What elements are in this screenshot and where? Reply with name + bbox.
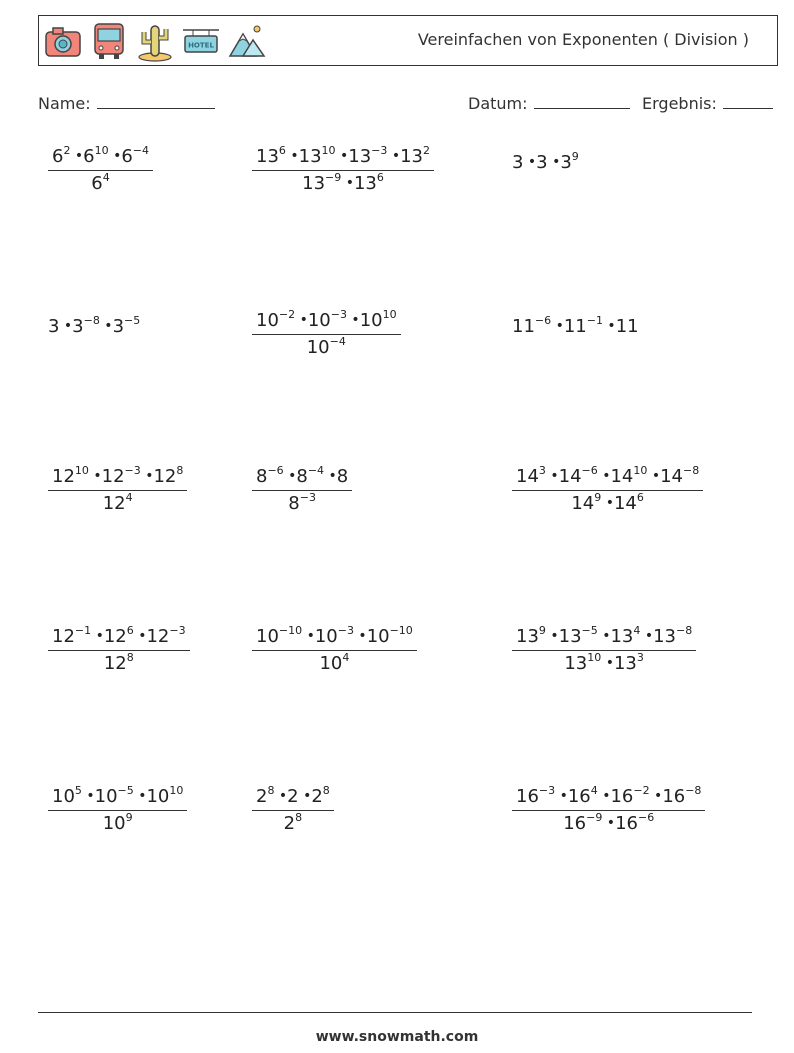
term-base: 16 — [615, 813, 638, 834]
term-base: 8 — [256, 466, 268, 487]
term-base: 16 — [567, 786, 591, 807]
date-blank[interactable] — [534, 94, 630, 109]
term-base: 3 — [560, 152, 572, 173]
power-term — [82, 786, 134, 807]
power-term — [109, 146, 149, 167]
term-exponent: −4 — [329, 335, 346, 348]
power-term — [598, 466, 648, 487]
term-exponent: −5 — [124, 314, 141, 327]
term-exponent: 3 — [636, 651, 644, 664]
power-term — [70, 146, 108, 167]
term-exponent: 3 — [538, 464, 546, 477]
fraction — [512, 466, 703, 514]
numerator — [512, 786, 705, 811]
problem-9 — [512, 466, 703, 514]
header-icons — [43, 20, 267, 62]
power-term — [324, 466, 348, 487]
date-label: Datum: — [468, 94, 528, 113]
power-term — [601, 653, 644, 674]
power-term — [512, 316, 551, 337]
term-base: 12 — [103, 626, 127, 647]
term-base: 12 — [102, 493, 126, 514]
fraction — [252, 310, 401, 358]
denominator — [252, 491, 352, 514]
power-term — [91, 173, 109, 194]
term-exponent: −3 — [124, 464, 141, 477]
power-term — [516, 786, 555, 807]
mountain-icon — [227, 20, 267, 62]
footer-divider — [38, 1012, 752, 1013]
power-term — [284, 466, 324, 487]
term-base: 14 — [571, 493, 595, 514]
name-field[interactable] — [38, 94, 215, 113]
power-term — [299, 786, 330, 807]
numerator — [512, 626, 696, 651]
power-term — [286, 146, 336, 167]
power-term — [295, 310, 347, 331]
term-exponent: 10 — [633, 464, 648, 477]
problem-11 — [252, 626, 417, 674]
term-base: 10 — [102, 813, 126, 834]
term-exponent: −8 — [83, 314, 100, 327]
term-base: 11 — [512, 316, 535, 337]
term-base: 10 — [94, 786, 118, 807]
hotel-sign-icon — [181, 20, 221, 62]
problem-12 — [512, 626, 696, 674]
term-base: 3 — [536, 152, 548, 173]
term-base: 2 — [283, 813, 296, 834]
term-base: 14 — [610, 466, 634, 487]
term-base: 10 — [319, 653, 343, 674]
term-exponent: 6 — [126, 624, 134, 637]
term-base: 2 — [287, 786, 299, 807]
term-base: 12 — [52, 626, 75, 647]
term-exponent: −10 — [389, 624, 413, 637]
power-term — [516, 466, 546, 487]
term-exponent: −4 — [307, 464, 325, 477]
term-exponent: −1 — [586, 314, 603, 327]
fraction — [252, 146, 434, 194]
term-base: 10 — [366, 626, 390, 647]
term-base: 13 — [558, 626, 582, 647]
power-term — [564, 653, 601, 674]
term-base: 8 — [336, 466, 349, 487]
fraction — [48, 466, 187, 514]
term-exponent: 5 — [74, 784, 82, 797]
term-exponent: 9 — [571, 150, 579, 163]
score-label: Ergebnis: — [642, 94, 717, 113]
term-base: 16 — [662, 786, 686, 807]
term-exponent: 8 — [176, 464, 184, 477]
term-base: 10 — [146, 786, 170, 807]
power-term — [284, 813, 302, 834]
problem-14 — [252, 786, 334, 834]
term-base: 11 — [615, 316, 639, 337]
problem-1 — [48, 146, 153, 194]
term-exponent: 2 — [423, 144, 430, 157]
term-base: 8 — [288, 493, 300, 514]
term-base: 2 — [311, 786, 323, 807]
term-base: 10 — [307, 310, 331, 331]
power-term — [551, 316, 603, 337]
problem-5 — [252, 310, 401, 358]
numerator — [48, 466, 187, 491]
numerator — [512, 466, 703, 491]
power-term — [546, 466, 598, 487]
power-term — [302, 173, 341, 194]
power-term — [104, 653, 134, 674]
numerator — [252, 146, 434, 171]
term-exponent: −10 — [278, 624, 303, 637]
fraction — [48, 146, 153, 194]
problem-8 — [252, 466, 352, 514]
footer-url: www.snowmath.com — [315, 1029, 479, 1045]
fraction — [252, 626, 417, 674]
power-term — [647, 466, 699, 487]
fraction — [48, 626, 190, 674]
term-base: 11 — [563, 316, 587, 337]
power-term — [555, 786, 598, 807]
problem-3 — [512, 152, 579, 173]
numerator — [252, 626, 417, 651]
denominator — [48, 491, 187, 514]
term-base: 12 — [103, 653, 127, 674]
worksheet-header — [38, 15, 778, 66]
term-base: 10 — [256, 626, 279, 647]
term-exponent: 4 — [342, 651, 350, 664]
power-term — [103, 813, 133, 834]
term-exponent: 8 — [126, 651, 134, 664]
problem-2 — [252, 146, 434, 194]
term-base: 13 — [610, 626, 634, 647]
term-exponent: −2 — [278, 308, 296, 321]
term-exponent: 10 — [382, 308, 397, 321]
power-term — [274, 786, 298, 807]
power-term — [307, 337, 346, 358]
numerator — [48, 626, 190, 651]
fraction — [252, 466, 352, 514]
term-exponent: 8 — [322, 784, 330, 797]
term-base: 6 — [83, 146, 95, 167]
power-term — [52, 146, 70, 167]
numerator — [252, 786, 334, 811]
denominator — [252, 335, 401, 358]
power-term — [89, 466, 141, 487]
power-term — [640, 626, 692, 647]
power-term — [256, 466, 284, 487]
fraction — [252, 786, 334, 834]
power-term — [523, 152, 547, 173]
power-term — [571, 493, 601, 514]
denominator — [48, 811, 187, 834]
term-base: 13 — [298, 146, 322, 167]
problem-7 — [48, 466, 187, 514]
term-exponent: 4 — [590, 784, 598, 797]
power-term — [563, 813, 602, 834]
term-base: 13 — [256, 146, 279, 167]
term-base: 10 — [52, 786, 75, 807]
term-base: 6 — [91, 173, 103, 194]
power-term — [52, 626, 91, 647]
fraction — [48, 786, 187, 834]
term-base: 3 — [48, 316, 60, 337]
power-term — [48, 316, 59, 337]
score-field[interactable] — [642, 94, 773, 113]
term-base: 13 — [400, 146, 423, 167]
fraction — [512, 786, 705, 834]
power-term — [288, 493, 316, 514]
term-base: 13 — [653, 626, 676, 647]
term-exponent: 10 — [169, 784, 184, 797]
power-term — [256, 626, 302, 647]
term-exponent: 9 — [594, 491, 602, 504]
term-base: 10 — [256, 310, 279, 331]
power-term — [336, 146, 388, 167]
numerator — [252, 310, 401, 335]
term-exponent: −1 — [74, 624, 92, 637]
denominator — [512, 491, 703, 514]
term-base: 16 — [563, 813, 587, 834]
svg-text:HOTEL: HOTEL — [188, 41, 214, 50]
term-exponent: 10 — [94, 144, 109, 157]
term-base: 2 — [256, 786, 268, 807]
term-exponent: −3 — [330, 308, 347, 321]
power-term — [134, 626, 186, 647]
denominator — [48, 651, 190, 674]
power-term — [52, 466, 89, 487]
power-term — [354, 626, 413, 647]
term-exponent: 9 — [538, 624, 546, 637]
power-term — [256, 786, 274, 807]
term-base: 13 — [613, 653, 637, 674]
term-base: 3 — [112, 316, 125, 337]
power-term — [256, 146, 286, 167]
power-term — [91, 626, 134, 647]
power-term — [141, 466, 184, 487]
power-term — [601, 493, 644, 514]
term-base: 13 — [564, 653, 588, 674]
term-exponent: −3 — [371, 144, 388, 157]
denominator — [512, 811, 705, 834]
term-exponent: −5 — [581, 624, 598, 637]
term-exponent: 10 — [321, 144, 336, 157]
term-exponent: −8 — [683, 464, 700, 477]
term-exponent: −9 — [325, 171, 342, 184]
power-term — [302, 626, 354, 647]
cactus-icon — [135, 20, 175, 62]
power-term — [602, 813, 654, 834]
power-term — [100, 316, 140, 337]
term-base: 14 — [516, 466, 539, 487]
date-field[interactable] — [468, 94, 630, 113]
term-exponent: −6 — [534, 314, 552, 327]
power-term — [103, 493, 133, 514]
fraction — [512, 626, 696, 674]
problem-13 — [48, 786, 187, 834]
term-base: 3 — [72, 316, 84, 337]
term-base: 16 — [610, 786, 634, 807]
power-term — [59, 316, 99, 337]
term-base: 3 — [512, 152, 524, 173]
problem-10 — [48, 626, 190, 674]
term-base: 13 — [516, 626, 539, 647]
term-base: 14 — [558, 466, 582, 487]
denominator — [252, 811, 334, 834]
denominator — [252, 651, 417, 674]
power-term — [516, 626, 546, 647]
denominator — [252, 171, 434, 194]
term-base: 10 — [359, 310, 383, 331]
term-exponent: −3 — [538, 784, 556, 797]
numerator — [48, 146, 153, 171]
worksheet-title: Vereinfachen von Exponenten ( Division ) — [417, 30, 749, 49]
term-base: 16 — [516, 786, 539, 807]
term-exponent: −3 — [337, 624, 354, 637]
denominator — [48, 171, 153, 194]
term-base: 10 — [306, 337, 330, 358]
term-exponent: 4 — [125, 491, 133, 504]
term-base: 8 — [296, 466, 308, 487]
bus-icon — [89, 20, 129, 62]
power-term — [52, 786, 82, 807]
term-exponent: 8 — [295, 811, 303, 824]
numerator — [48, 786, 187, 811]
name-label: Name: — [38, 94, 91, 113]
term-exponent: 10 — [74, 464, 89, 477]
numerator — [252, 466, 352, 491]
term-exponent: 9 — [125, 811, 133, 824]
denominator — [512, 651, 696, 674]
power-term — [598, 786, 650, 807]
power-term — [512, 152, 523, 173]
term-base: 6 — [52, 146, 64, 167]
term-exponent: −6 — [267, 464, 284, 477]
term-exponent: 10 — [587, 651, 602, 664]
power-term — [387, 146, 430, 167]
problem-6 — [512, 316, 639, 337]
term-exponent: −5 — [117, 784, 134, 797]
power-term — [546, 626, 598, 647]
term-base: 13 — [353, 173, 377, 194]
term-exponent: 8 — [267, 784, 275, 797]
power-term — [598, 626, 641, 647]
term-base: 13 — [302, 173, 326, 194]
term-exponent: 4 — [102, 171, 110, 184]
term-exponent: −9 — [586, 811, 603, 824]
score-blank[interactable] — [723, 94, 773, 109]
power-term — [319, 653, 349, 674]
term-exponent: −3 — [299, 491, 316, 504]
term-exponent: −6 — [581, 464, 598, 477]
camera-icon — [43, 20, 83, 62]
term-base: 12 — [101, 466, 125, 487]
term-exponent: −4 — [132, 144, 150, 157]
power-term — [347, 310, 397, 331]
term-base: 12 — [146, 626, 170, 647]
term-exponent: 6 — [278, 144, 286, 157]
power-term — [341, 173, 384, 194]
problem-15 — [512, 786, 705, 834]
power-term — [650, 786, 702, 807]
term-base: 13 — [348, 146, 372, 167]
term-exponent: −8 — [676, 624, 693, 637]
term-exponent: −6 — [637, 811, 655, 824]
problem-4 — [48, 316, 140, 337]
term-exponent: 4 — [633, 624, 641, 637]
term-exponent: −3 — [169, 624, 186, 637]
term-base: 14 — [613, 493, 637, 514]
term-base: 6 — [121, 146, 133, 167]
term-exponent: −2 — [633, 784, 650, 797]
term-base: 12 — [153, 466, 177, 487]
power-term — [134, 786, 184, 807]
power-term — [256, 310, 295, 331]
term-exponent: −8 — [685, 784, 702, 797]
term-base: 10 — [314, 626, 338, 647]
term-exponent: 6 — [376, 171, 384, 184]
power-term — [548, 152, 579, 173]
term-exponent: 6 — [636, 491, 644, 504]
term-exponent: 2 — [63, 144, 71, 157]
term-base: 12 — [52, 466, 75, 487]
power-term — [603, 316, 639, 337]
name-blank[interactable] — [97, 94, 215, 109]
term-base: 14 — [660, 466, 683, 487]
